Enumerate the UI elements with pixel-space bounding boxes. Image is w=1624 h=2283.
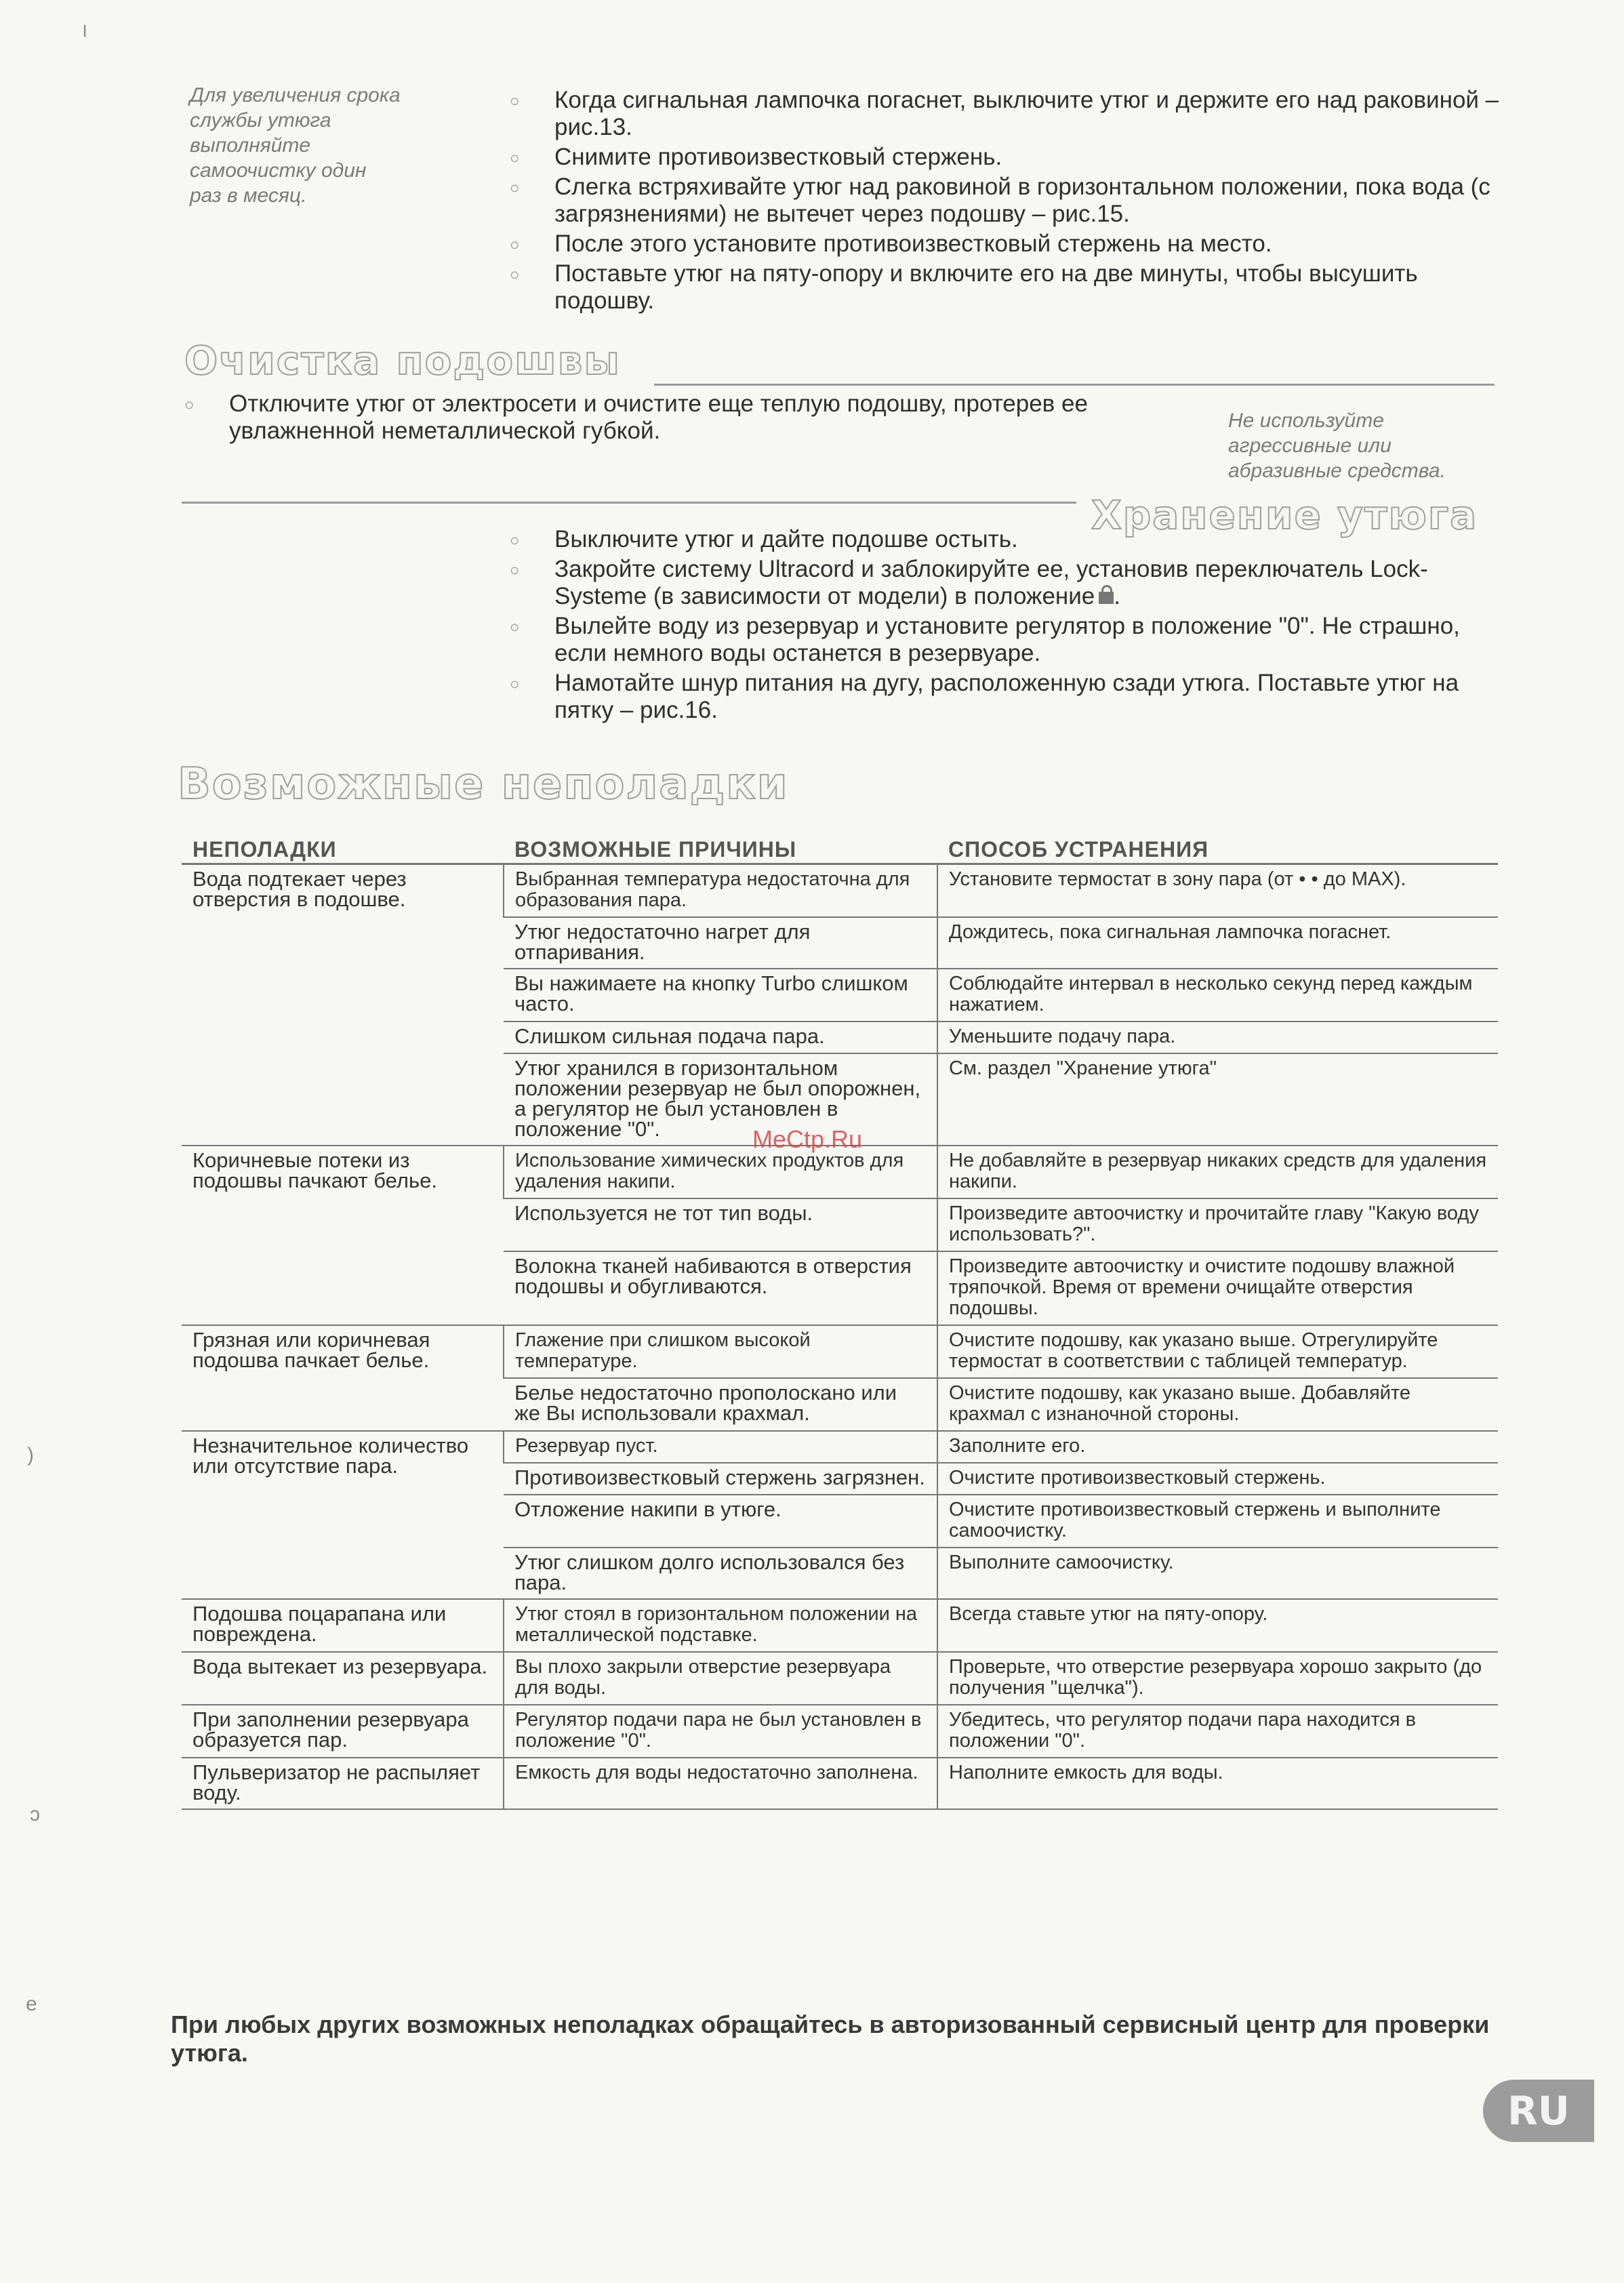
cause-cell: Белье недостаточно прополоскано или же Вы использовали крахмал. xyxy=(504,1378,937,1431)
list-item xyxy=(510,174,1506,228)
fix-cell: Проверьте, что отверстие резервуара хорошо закрыто (до получения "щелчка"). xyxy=(937,1652,1498,1705)
step-text: Поставьте утюг на пяту-опору и включите его на две минуты, чтобы высушить подошву. xyxy=(554,260,1418,314)
troubles-heading: Возможные неполадки xyxy=(178,759,789,809)
problem-cell: Коричневые потеки из подошвы пачкают белье. xyxy=(182,1146,504,1325)
bullet-icon: ○ xyxy=(510,179,520,197)
fix-cell: Убедитесь, что регулятор подачи пара находится в положении "0". xyxy=(937,1705,1498,1758)
step-text: Снимите противоизвестковый стержень. xyxy=(554,144,1002,170)
cause-cell: Утюг недостаточно нагрет для отпаривания. xyxy=(504,917,937,969)
cause-cell: Утюг хранился в горизонтальном положении резервуар не был опорожнен, а регулятор не был установлен в положение "0". xyxy=(504,1053,937,1146)
language-badge: RU xyxy=(1483,2080,1594,2142)
table-row xyxy=(182,1431,1498,1463)
cause-cell: Используется не тот тип воды. xyxy=(504,1198,937,1251)
heading-rule xyxy=(654,384,1495,386)
note-line: агрессивные или xyxy=(1228,435,1392,457)
bullet-icon: ○ xyxy=(510,266,520,284)
storage-heading: Хранение утюга xyxy=(1091,492,1478,538)
column-header: НЕПОЛАДКИ xyxy=(182,834,504,864)
list-item xyxy=(184,390,1187,445)
soleplate-heading: Очистка подошвы xyxy=(184,338,621,384)
sidenote-line: выполняйте xyxy=(190,134,311,157)
margin-mark: ╷ xyxy=(79,14,92,37)
sidenote-line: службы утюга xyxy=(190,109,331,132)
sidenote-line: раз в месяц. xyxy=(190,184,307,207)
cause-cell: Глажение при слишком высокой температуре. xyxy=(504,1325,937,1378)
fix-cell: Уменьшите подачу пара. xyxy=(937,1022,1498,1053)
cause-cell: Использование химических продуктов для удаления накипи. xyxy=(504,1146,937,1198)
table-row xyxy=(182,1758,1498,1809)
bullet-icon: ○ xyxy=(510,531,520,550)
problem-cell: При заполнении резервуара образуется пар. xyxy=(182,1705,504,1758)
step-text: Намотайте шнур питания на дугу, расположенную сзади утюга. Поставьте утюг на пятку – рис.16. xyxy=(554,670,1459,723)
fix-cell: Выполните самоочистку. xyxy=(937,1548,1498,1599)
fix-cell: Очистите противоизвестковый стержень и выполните самоочистку. xyxy=(937,1495,1498,1548)
fix-cell: Наполните емкость для воды. xyxy=(937,1758,1498,1809)
cause-cell: Волокна тканей набиваются в отверстия подошвы и обугливаются. xyxy=(504,1251,937,1325)
fix-cell: Произведите автоочистку и прочитайте главу "Какую воду использовать?". xyxy=(937,1198,1498,1251)
fix-cell: Заполните его. xyxy=(937,1431,1498,1463)
fix-cell: Всегда ставьте утюг на пяту-опору. xyxy=(937,1599,1498,1652)
lock-icon xyxy=(1099,590,1114,605)
step-text: Отключите утюг от электросети и очистите еще теплую подошву, протерев ее увлажненной неметаллической губкой. xyxy=(229,390,1088,444)
cause-cell: Вы нажимаете на кнопку Turbo слишком часто. xyxy=(504,969,937,1022)
column-header: ВОЗМОЖНЫЕ ПРИЧИНЫ xyxy=(504,834,937,864)
descale-steps xyxy=(510,87,1506,315)
step-text: Вылейте воду из резервуар и установите регулятор в положение "0". Не страшно, если немного воды останется в резервуаре. xyxy=(554,613,1460,666)
problem-cell: Незначительное количество или отсутствие пара. xyxy=(182,1431,504,1599)
fix-cell: Очистите подошву, как указано выше. Отрегулируйте термостат в соответствии с таблицей температур. xyxy=(937,1325,1498,1378)
margin-mark: ɔ xyxy=(30,1803,40,1825)
cause-cell: Вы плохо закрыли отверстие резервуара для воды. xyxy=(504,1652,937,1705)
margin-mark: ) xyxy=(27,1444,34,1466)
cause-cell: Утюг стоял в горизонтальном положении на металлической подставке. xyxy=(504,1599,937,1652)
list-item xyxy=(510,613,1499,667)
bullet-icon: ○ xyxy=(510,561,520,580)
watermark: MeCtp.Ru xyxy=(752,1125,863,1153)
list-item xyxy=(510,87,1506,141)
step-text: Закройте систему Ultracord и заблокируйте ее, установив переключатель Lock-Systeme (в зависимости от модели) в положение xyxy=(554,556,1428,609)
table-row xyxy=(182,1652,1498,1705)
column-header: СПОСОБ УСТРАНЕНИЯ xyxy=(937,834,1498,864)
fix-cell: Дождитесь, пока сигнальная лампочка погаснет. xyxy=(937,917,1498,969)
table-header-row xyxy=(182,834,1498,864)
note-line: абразивные средства. xyxy=(1228,460,1446,482)
storage-steps xyxy=(510,526,1499,724)
bullet-icon: ○ xyxy=(510,618,520,637)
fix-cell: Соблюдайте интервал в несколько секунд перед каждым нажатием. xyxy=(937,969,1498,1022)
troubles-footer: При любых других возможных неполадках обращайтесь в авторизованный сервисный центр для проверки утюга. xyxy=(171,2011,1490,2067)
bullet-icon: ○ xyxy=(510,675,520,693)
list-item xyxy=(510,260,1506,315)
fix-cell: Очистите подошву, как указано выше. Добавляйте крахмал с изнаночной стороны. xyxy=(937,1378,1498,1431)
sidenote-line: самоочистку один xyxy=(190,159,367,182)
troubles-table-body xyxy=(182,864,1498,1810)
cause-cell: Отложение накипи в утюге. xyxy=(504,1495,937,1548)
troubles-table xyxy=(182,834,1498,1810)
problem-cell: Вода вытекает из резервуара. xyxy=(182,1652,504,1705)
bullet-icon: ○ xyxy=(184,396,195,414)
fix-cell: Произведите автоочистку и очистите подошву влажной тряпочкой. Время от времени очищайте отверстия подошвы. xyxy=(937,1251,1498,1325)
problem-cell: Вода подтекает через отверстия в подошве. xyxy=(182,864,504,1146)
cause-cell: Утюг слишком долго использовался без пара. xyxy=(504,1548,937,1599)
list-item xyxy=(510,670,1499,724)
cause-cell: Резервуар пуст. xyxy=(504,1431,937,1463)
cause-cell: Емкость для воды недостаточно заполнена. xyxy=(504,1758,937,1809)
heading-rule xyxy=(182,502,1076,504)
note-line: Не используйте xyxy=(1228,409,1384,432)
table-row xyxy=(182,1325,1498,1378)
step-text: Слегка встряхивайте утюг над раковиной в горизонтальном положении, пока вода (с загрязнениями) не вытечет через подошву – рис.15. xyxy=(554,174,1490,227)
fix-cell: См. раздел "Хранение утюга" xyxy=(937,1053,1498,1146)
list-item xyxy=(510,230,1506,258)
fix-cell: Очистите противоизвестковый стержень. xyxy=(937,1463,1498,1495)
problem-cell: Подошва поцарапана или повреждена. xyxy=(182,1599,504,1652)
fix-cell: Установите термостат в зону пара (от • • до MAX). xyxy=(937,864,1498,918)
table-row xyxy=(182,1599,1498,1652)
step-text: Когда сигнальная лампочка погаснет, выключите утюг и держите его над раковиной – рис.13. xyxy=(554,87,1499,140)
margin-mark: e xyxy=(26,1993,37,2015)
cause-cell: Регулятор подачи пара не был установлен в положение "0". xyxy=(504,1705,937,1758)
list-item xyxy=(510,144,1506,171)
step-text: Выключите утюг и дайте подошве остыть. xyxy=(554,526,1018,552)
step-text: После этого установите противоизвестковый стержень на место. xyxy=(554,230,1272,257)
cause-cell: Слишком сильная подача пара. xyxy=(504,1022,937,1053)
soleplate-note xyxy=(1228,408,1513,483)
problem-cell: Пульверизатор не распыляет воду. xyxy=(182,1758,504,1809)
cause-cell: Выбранная температура недостаточна для образования пара. xyxy=(504,864,937,918)
list-item: ○ Закройте систему Ultracord и заблокируйте ее, установив переключатель Lock-Systeme (в зависимости от модели) в положение . xyxy=(510,556,1428,609)
bullet-icon: ○ xyxy=(510,149,520,167)
list-item xyxy=(510,526,1499,553)
fix-cell: Не добавляйте в резервуар никаких средств для удаления накипи. xyxy=(937,1146,1498,1198)
table-row xyxy=(182,1705,1498,1758)
problem-cell: Грязная или коричневая подошва пачкает белье. xyxy=(182,1325,504,1431)
table-row xyxy=(182,864,1498,918)
bullet-icon: ○ xyxy=(510,236,520,254)
bullet-icon: ○ xyxy=(510,92,520,110)
cause-cell: Противоизвестковый стержень загрязнен. xyxy=(504,1463,937,1495)
soleplate-steps xyxy=(184,390,1187,445)
selfclean-sidenote xyxy=(190,83,502,208)
sidenote-line: Для увеличения срока xyxy=(190,84,401,106)
